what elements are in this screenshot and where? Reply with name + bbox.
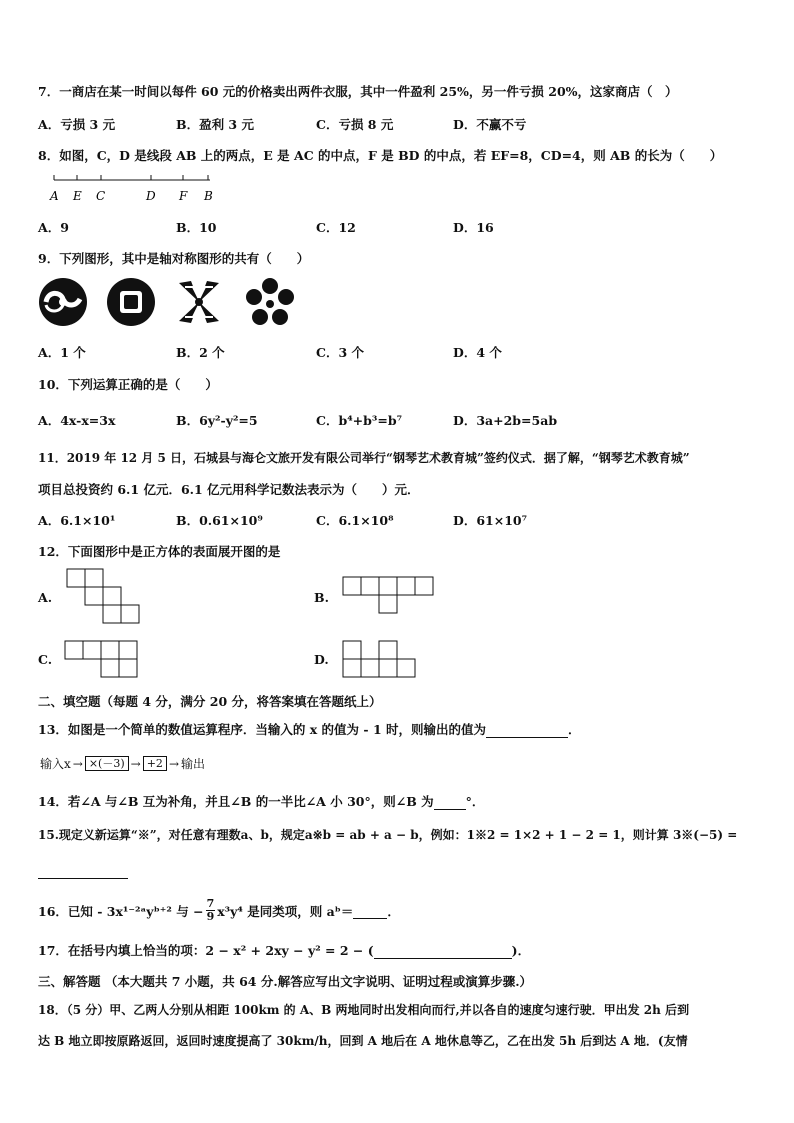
flow-arrow-icon: → [130, 756, 141, 771]
section-3-heading: 三、解答题 （本大题共 7 小题，共 64 分.解答应写出文字说明、证明过程或演算步骤.） [38, 974, 533, 989]
q17-end: )． [511, 943, 531, 958]
question-16-post: x³y⁴ 是同类项，则 aᵇ＝ [217, 903, 354, 919]
question-13-text: 13．如图是一个简单的数值运算程序．当输入的 x 的值为 - 1 时，则输出的值为 [38, 722, 486, 737]
question-14 [38, 792, 484, 810]
net-a-diagram [66, 568, 142, 624]
question-12: 12．下面图形中是正方体的表面展开图的是 [38, 544, 281, 559]
q13-flowchart [40, 755, 205, 772]
q10-option-c[interactable]: C．b⁴+b³=b⁷ [316, 413, 403, 428]
q7-option-d[interactable]: D．不赢不亏 [453, 117, 527, 132]
q9-option-c[interactable]: C．3 个 [316, 345, 364, 360]
flow-add-box: +2 [143, 756, 167, 771]
q8-option-a[interactable]: A．9 [38, 220, 69, 235]
q13-answer-blank[interactable] [486, 722, 568, 738]
q11-option-a[interactable]: A．6.1×10¹ [38, 513, 116, 528]
q12-option-d[interactable]: D. [314, 652, 329, 667]
question-8: 8．如图，C，D 是线段 AB 上的两点，E 是 AC 的中点，F 是 BD 的中点，若 EF=8，CD=4，则 AB 的长为（ ） [38, 148, 723, 163]
q8-option-c[interactable]: C．12 [316, 220, 356, 235]
question-9: 9．下列图形，其中是轴对称图形的共有（ ） [38, 251, 310, 266]
question-17 [38, 941, 530, 959]
q17-answer-blank[interactable] [374, 943, 512, 959]
question-13 [38, 720, 581, 738]
question-11-line-1: 11．2019 年 12 月 5 日，石城县与海仑文旅开发有限公司举行“钢琴艺术教育城”签约仪式．据了解，“钢琴艺术教育城” [38, 451, 690, 465]
q16-frac-den: 9 [206, 910, 215, 923]
q11-option-c[interactable]: C．6.1×10⁸ [316, 513, 394, 528]
q10-option-a[interactable]: A．4x-x=3x [38, 413, 116, 428]
point-b-label: B [204, 189, 213, 203]
net-c-diagram [64, 640, 142, 680]
question-17-text: 17．在括号内填上恰当的项：2 − x² + 2xy − y² = 2 − ( [38, 943, 374, 958]
q16-end: ． [387, 903, 400, 919]
flow-input-label: 输入x [40, 757, 71, 771]
swirl-icon [38, 277, 88, 327]
q14-end: °． [465, 794, 485, 809]
q7-option-b[interactable]: B．盈利 3 元 [176, 117, 254, 132]
point-e-label: E [73, 189, 82, 203]
point-f-label: F [179, 189, 188, 203]
q9-option-a[interactable]: A．1 个 [38, 345, 86, 360]
q14-answer-blank[interactable] [434, 794, 466, 810]
pentagon-flower-icon [244, 277, 296, 327]
question-7: 7．一商店在某一时间以每件 60 元的价格卖出两件衣服，其中一件盈利 25%，另一件亏损 20%，这家商店（ ） [38, 84, 678, 99]
point-a-label: A [50, 189, 59, 203]
flow-arrow-icon: → [168, 756, 179, 771]
q12-option-c[interactable]: C. [38, 652, 53, 667]
q15-answer-blank[interactable] [38, 866, 128, 879]
net-d-diagram [342, 640, 420, 680]
section-2-heading: 二、填空题（每题 4 分，满分 20 分，将答案填在答题纸上） [38, 694, 382, 709]
question-14-text: 14．若∠A 与∠B 互为补角，并且∠B 的一半比∠A 小 30°，则∠B 为 [38, 794, 434, 809]
q11-option-b[interactable]: B．0.61×10⁹ [176, 513, 263, 528]
question-15: 15.现定义新运算“※”，对任意有理数a、b，规定a※b = ab + a − b，例如：1※2 = 1×2 + 1 − 2 = 1，则计算 3※(−5) = [38, 828, 738, 842]
segment-diagram [40, 172, 230, 208]
knot-icon [173, 277, 225, 327]
q16-fraction [206, 898, 216, 923]
q9-option-d[interactable]: D．4 个 [453, 345, 502, 360]
question-18-line-1: 18．（5 分）甲、乙两人分别从相距 100km 的 A、B 两地同时出发相向而行,并以各自的速度匀速行驶．甲出发 2h 后到 [38, 1003, 690, 1017]
q16-answer-blank[interactable] [353, 903, 387, 919]
question-18-line-2: 达 B 地立即按原路返回，返回时速度提高了 30km/h，回到 A 地后在 A 地休息等乙，乙在出发 5h 后到达 A 地．(友情 [38, 1034, 688, 1048]
q8-option-d[interactable]: D．16 [453, 220, 494, 235]
square-coin-icon [106, 277, 156, 327]
q13-end-punct: ． [568, 722, 581, 737]
q7-option-a[interactable]: A．亏损 3 元 [38, 117, 116, 132]
net-b-diagram [342, 576, 436, 616]
q7-option-c[interactable]: C．亏损 8 元 [316, 117, 394, 132]
question-11-line-2: 项目总投资约 6.1 亿元．6.1 亿元用科学记数法表示为（ ）元． [38, 482, 420, 497]
question-16-pre: 16．已知 - 3x¹⁻²ᵃyᵇ⁺² 与 − [38, 903, 204, 919]
flow-arrow-icon: → [72, 756, 83, 771]
q8-option-b[interactable]: B．10 [176, 220, 217, 235]
question-10: 10．下列运算正确的是（ ） [38, 377, 218, 392]
q9-option-b[interactable]: B．2 个 [176, 345, 225, 360]
q12-option-a[interactable]: A. [38, 590, 53, 605]
flow-multiply-box: ×(－3) [85, 756, 129, 771]
q10-option-d[interactable]: D．3a+2b=5ab [453, 413, 558, 428]
point-c-label: C [96, 189, 106, 203]
q12-option-b[interactable]: B. [314, 590, 329, 605]
q16-frac-num: 7 [206, 897, 215, 910]
q10-option-b[interactable]: B．6y²-y²=5 [176, 413, 258, 428]
point-d-label: D [146, 189, 156, 203]
q11-option-d[interactable]: D．61×10⁷ [453, 513, 528, 528]
question-16 [38, 898, 400, 923]
flow-output-label: 输出 [181, 757, 206, 771]
